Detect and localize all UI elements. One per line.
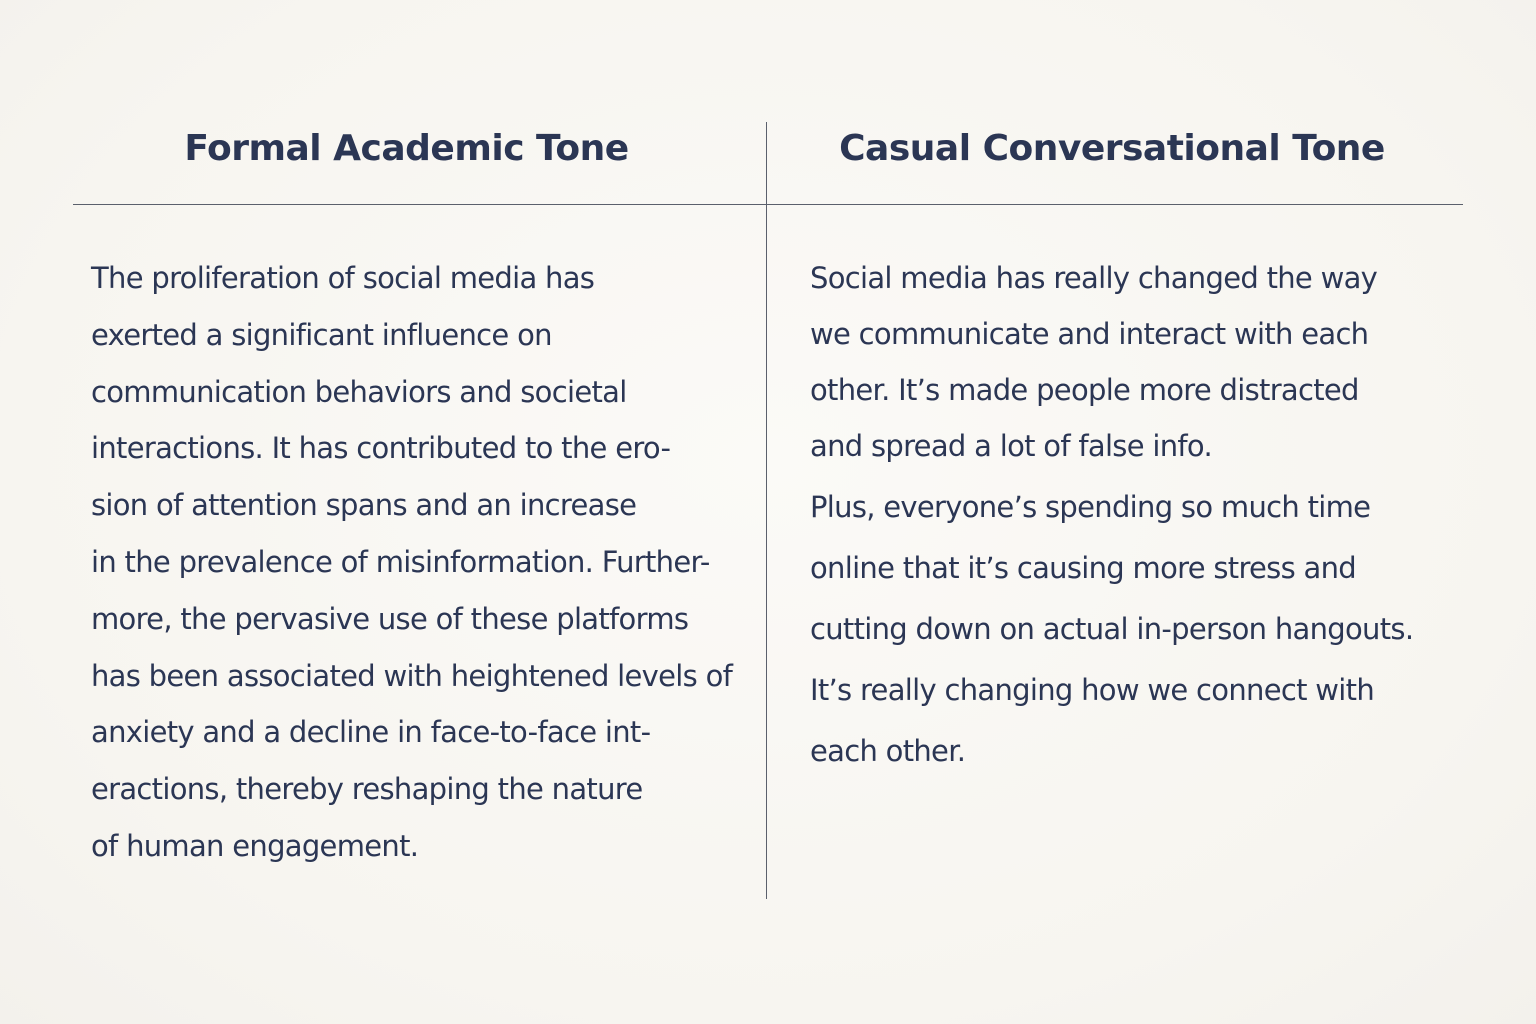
text-line: exerted a significant influence on [91,317,552,352]
text-line: Plus, everyone’s spending so much time [810,490,1371,524]
text-line: online that it’s causing more stress and [810,551,1356,585]
casual-tone-heading: Casual Conversational Tone [839,128,1385,169]
formal-tone-heading: Formal Academic Tone [184,128,629,169]
text-line: in the prevalence of misinformation. Further- [91,544,710,579]
text-line: has been associated with heightened levels of [91,658,733,693]
formal-tone-text [91,250,732,875]
text-line: we communicate and interact with each [810,317,1369,351]
casual-tone-text [810,250,1413,779]
header-divider [73,204,1463,205]
text-line: each other. [810,734,966,768]
text-line: cutting down on actual in-person hangouts. [810,612,1414,646]
text-line: sion of attention spans and an increase [91,488,637,523]
text-line: It’s really changing how we connect with [810,673,1374,707]
text-line: of human engagement. [91,828,419,863]
text-line: The proliferation of social media has [91,261,595,295]
text-line: other. It’s made people more distracted [810,373,1359,407]
text-line: more, the pervasive use of these platforms [91,601,689,636]
column-divider [766,122,767,899]
text-line: interactions. It has contributed to the ero- [91,431,671,466]
text-line: eractions, thereby reshaping the nature [91,772,643,807]
text-line: and spread a lot of false info. [810,429,1212,463]
text-line: anxiety and a decline in face-to-face int- [91,715,651,750]
text-line: communication behaviors and societal [91,374,627,409]
text-line: Social media has really changed the way [810,261,1378,295]
